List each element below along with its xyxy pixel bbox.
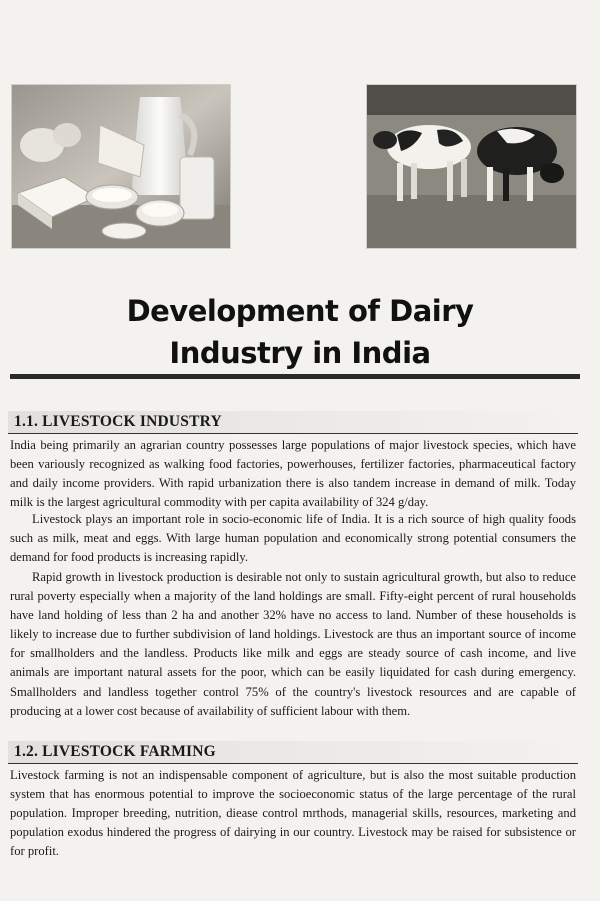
chapter-title <box>20 290 580 374</box>
section-heading-livestock-industry <box>8 411 578 434</box>
section-heading-text: 1.2. LIVESTOCK FARMING <box>14 743 216 760</box>
title-rule <box>10 374 580 379</box>
chapter-title-line2: Industry in India <box>169 336 431 370</box>
section-heading-livestock-farming <box>8 741 578 764</box>
dairy-products-photo <box>12 85 230 248</box>
grazing-cows-photo <box>367 85 576 248</box>
section-heading-text: 1.1. LIVESTOCK INDUSTRY <box>14 413 222 430</box>
paragraph: Livestock plays an important role in socio-economic life of India. It is a rich source of high quality foods such as milk, meat and eggs. With large human population and economically strong potential consumers the demand for food products is increasing rapidly. <box>10 512 576 565</box>
paragraph: Livestock farming is not an indispensable component of agriculture, but is also the most suitable production system that has enormous potential to improve the socioeconomic status of the large percentage of the rural population. Improper breeding, nutrition, diease control mrthods, managerial skills, resources, marketing and population exodus hindered the progress of dairying in our country. Livestock may be raised for subsistence or for profit. <box>10 768 576 859</box>
paragraph: India being primarily an agrarian country possesses large populations of major livestock species, which have been variously recognized as walking food factories, powerhouses, fertilizer factories, pharmaceutical factory and daily income providers. With rapid urbanization there is also tandem increase in demand of milk. Today milk is the largest agricultural commodity with per capita availability of 324 g/day. <box>10 438 576 510</box>
chapter-title-line1: Development of Dairy <box>126 294 474 328</box>
paragraph: Rapid growth in livestock production is desirable not only to sustain agricultural growth, but also to reduce rural poverty especially when a majority of the land holdings are small. Fifty-eight percent of rural households have land holding of less than 2 ha and another 32% have no access to land. Number of these households is likely to increase due to further subdivision of land holdings. Livestock are thus an important source of income for smallholders and the landless. Products like milk and eggs are steady source of cash income, and live animals are important natural assets for the poor, which can be easily liquidated for cash during emergency. Smallholders and landless together control 75% of the country's livestock resources and are capable of producing at a lower cost because of availability of sufficient labour with them. <box>10 570 576 718</box>
